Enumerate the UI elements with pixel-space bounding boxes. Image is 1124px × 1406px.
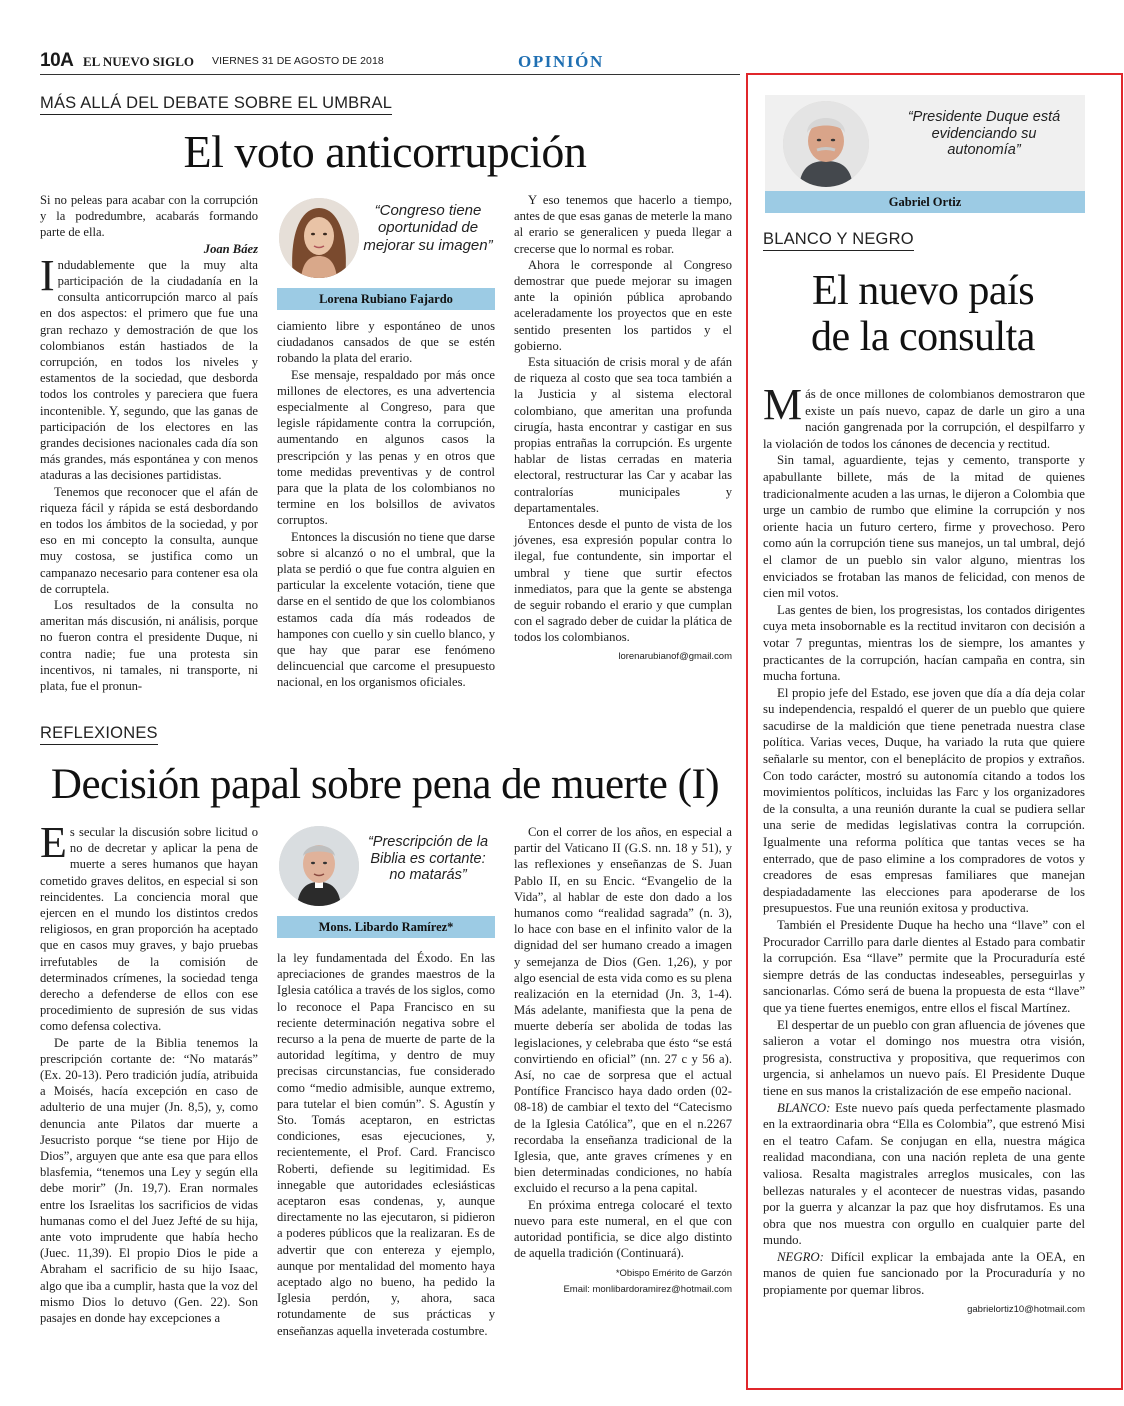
article3-headline-line-1: El nuevo país xyxy=(811,268,1035,314)
article2-kicker: REFLEXIONES xyxy=(40,724,158,745)
author-name-gabriel: Gabriel Ortiz xyxy=(765,191,1085,213)
article3-negro xyxy=(763,1249,1085,1299)
article2-column-1 xyxy=(40,818,258,1326)
article1-paragraph: Ese mensaje, respaldado por más once millones de electores, es una advertencia especialmente al Congreso, para que legisle rápidamente contra la corrupción, aumentando en algunos casos la prescripción y las penas y en otros que tome medidas preventivas y de control para que la plata de los colombianos no termine en los bolsillos de avivatos corruptos. xyxy=(277,367,495,528)
article2-headline: Decisión papal sobre pena de muerte (I) xyxy=(50,761,720,808)
author-photo-gabriel xyxy=(783,101,869,187)
drop-cap: M xyxy=(763,380,803,429)
author-email-gabriel[interactable]: gabrielortiz10@hotmail.com xyxy=(967,1303,1085,1315)
article1-paragraph: Indudablemente que la muy alta participación de la ciudadanía en la consulta anticorrupción marco al país en dos aspectos: el primero que fue una gran rechazo y demostración de que los colombianos están hastiados de la corrupción, en todos los niveles y estamentos de la sociedad, que desborda todos los controles y pareciera que fuera incontenible. Y, segundo, que las ganas de participación de los electores en las grandes decisiones nacionales cada día son más grandes, más espontánea y con menos ataduras a las decisiones partidistas. xyxy=(40,250,258,483)
author-box-libardo xyxy=(277,822,495,938)
epigraph-author: Joan Báez xyxy=(203,241,258,256)
article3-paragraph: El propio jefe del Estado, ese joven que día a día deja colar su independencia, respaldó el querer de un pueblo que quiere sacudirse de la maldición que tiene penetrada nuestra clase política. Varias veces, Duque, ha variado la ruta que quiere señalarle su mentor, con el beneplácito de propios y extraños. Con todo carácter, mostró su autonomía citando a todos los movimientos políticos, incluidas las Farc y los organizadores de la consulta, a una reunión durante la cual se pudiera sellar una serie de medidas legislativas contra la corrupción. Igualmente una reforma política que tantas veces se ha enterrado, que de paso elimine a los compradores de votos y creadores de esas empresas familiares que manejan despiadadamente las elecciones para apoderarse de los presupuestos. Fue una reunión exitosa y productiva. xyxy=(763,685,1085,916)
article2-column-2 xyxy=(277,950,495,1339)
article2-paragraph: Con el correr de los años, en especial a partir del Vaticano II (G.S. nn. 18 y 51), y las reflexiones y enseñanzas de S. Juan Pablo II, en su Encic. “Evangelio de la Vida”, al hablar de este don dado a los humanos como “realidad sagrada” (n. 3), lo hace con base en el infinito valor de la dignidad del ser humano creado a imagen y semejanza de Dios (Gen. 1,26), y por algo esencial de esta vida como es su plena realización en la eternidad (Jn. 3, 1-4). Más adelante, manifiesta que la pena de muerte debería ser abolida de todas las legislaciones, y celebraba que ésto “se está convirtiendo en oficial” (nn. 27 c y 56 a). Así, no cae de sorpresa que el actual Pontífice Francisco haya dado orden (02-08-18) de cambiar el texto del “Catecismo de la Iglesia Católica”, que en el n.2267 recordaba la enseñanza tradicional de la Iglesia, que, ante graves crímenes y en bien determinadas condiciones, no había excluido el recurso a la pena capital. xyxy=(514,825,732,1196)
author-quote-gabriel: “Presidente Duque está evidenciando su autonomía” xyxy=(907,109,1061,159)
article1-paragraph: Entonces la discusión no tiene que darse sobre si alcanzó o no el umbral, que la plata se perdió o que fue contra alguien en particular la excelente votación, tiene que darse en el sentido de que los colombianos estamos cada día más rodeados de hampones con cuello y sin cuello blanco, y que hay que parar ese fenómeno delincuencial que carcome el presupuesto nacional, en los organismos oficiales. xyxy=(277,529,495,690)
article1-column-1 xyxy=(40,192,258,694)
drop-cap: I xyxy=(40,250,55,300)
article3-paragraph: Más de once millones de colombianos demostraron que existe un país nuevo, capaz de darle un giro a una nación gangrenada por la corrupción, el despilfarro y la violación de todos los cánones de decencia y rectitud. xyxy=(763,380,1085,451)
author-name-libardo: Mons. Libardo Ramírez* xyxy=(277,916,495,938)
article2-column-3 xyxy=(514,824,732,1297)
author-photo-libardo xyxy=(279,826,359,906)
author-email-lorena[interactable]: lorenarubianof@gmail.com xyxy=(618,650,732,662)
author-quote-libardo: “Prescripción de la Biblia es cortante: no matarás” xyxy=(367,834,489,884)
newspaper-name: EL NUEVO SIGLO xyxy=(83,54,194,69)
article1-kicker: MÁS ALLÁ DEL DEBATE SOBRE EL UMBRAL xyxy=(40,94,392,115)
article2-paragraph: De parte de la Biblia tenemos la prescripción cortante de: “No matarás” (Ex. 20-13). Pero tradición judía, atribuida a Moisés, hacía excepción en caso de adulterio de una mujer (Jn. 8,5), y, como denuncia ante Pilatos dar muerte a Jesucristo porque “se tiene por Hijo de Dios”, arguyen que ante esa que para ellos blasfemia, “tenemos una Ley y según ella debe morir” (Jn. 19,7). Eran normales entre los Israelitas los sacrificios de vidas humanas como el del Juez Jefté de su hija, ante voto imprudente que había hecho (Juec. 11,39). El propio Dios le pide a Abraham el sacrificio de su hijo Isaac, algo que iba a cumplir, hasta que la voz del mismo Dios lo detuvo (Gen. 22). Son pasajes en donde hay excepciones a xyxy=(40,1035,258,1326)
article3-paragraph: También el Presidente Duque ha hecho una “llave” con el Procurador Carrillo para darle dientes al Estado para combatir la corrupción. Esa “llave” permite que la Procuraduría esté siempre detrás de las conductas indeseables, perseguirlas y sancionarlas. Cómo será de buena la propuesta de esta “llave” que ya tiene fuertes enemigos, entre ellos el fiscal Martínez. xyxy=(763,918,1085,1015)
epigraph: Si no peleas para acabar con la corrupción y la podredumbre, acabarás formando parte de ella. xyxy=(40,193,258,240)
author-photo-lorena xyxy=(279,198,359,278)
author-footnote-libardo: *Obispo Emérito de Garzón xyxy=(615,1268,732,1280)
article2-paragraph: En próxima entrega colocaré el texto nuevo para este numeral, en el que con autoridad pontificia, se dice algo distinto de aquella tradición (Continuará). xyxy=(514,1197,732,1261)
article3-headline-line-2: de la consulta xyxy=(811,314,1035,360)
article1-paragraph: Y eso tenemos que hacerlo a tiempo, antes de que esas ganas de meterle la mano al erario se generalicen y pueda llegar a crecerse que lo normal es robar. xyxy=(514,193,732,256)
article1-paragraph: Tenemos que reconocer que el afán de riqueza fácil y rápida se está desbordando en todos los ámbitos de la sociedad, y por eso en mi concepto la consulta, aunque muy costosa, se justifica como un campanazo necesario para contener esa ola de corruptela. xyxy=(40,484,258,596)
section-name: OPINIÓN xyxy=(518,52,604,71)
article1-column-2 xyxy=(277,318,495,691)
article1-paragraph: Esta situación de crisis moral y de afán de riqueza al costo que sea toca también a la Justicia y al sistema electoral colombiano, que ameritan una profunda cirugía, hasta encontrar y castigar en sus propias entrañas la corrupción. Es urgente hablar de listas cerradas en materia electoral, restructurar las Car y acabar las contralorías municipales y departamentales. xyxy=(514,355,732,515)
article1-paragraph: Entonces desde el punto de vista de los jóvenes, esa expresión popular contra lo ilegal, fue contundente, sin importar el umbral y tiene que surtir efectos inmediatos, para que la gente se abstenga de seguir robando el erario y que cumplan con el sagrado deber de cuidar la plática de todos los colombianos. xyxy=(514,517,732,645)
blanco-text: Este nuevo país queda perfectamente plasmado en la extraordinaria obra “Ella es Colombia”, que estrenó Misi en el teatro Cafam. Se conjugan en ella, nuestra mágica realidad macondiana, con una nación repleta de una gente valiosa. Resalta magistrales arreglos musicales, con las bellezas naturales y el acontecer de nuestras vidas, pasando por la guerra y alcanzar la paz que hoy disfrutamos. Es una obra que nos muestra con orgullo en cualquier parte del mundo. xyxy=(763,1100,1085,1248)
article3-blanco xyxy=(763,1100,1085,1249)
article2-paragraph: Es secular la discusión sobre licitud o no de decretar y aplicar la pena de muerte a seres humanos que hayan cometido graves delitos, en especial si son reincidentes. La conciencia moral que ejercen en el mundo los distintos credos religiosos, en gran proporción ha aceptado que en casos muy graves, y bajo pruebas irrefutables de la comisión de determinados crímenes, la sociedad tenga derecho a defenderse de ellos con ese procedimiento de supresión de sus vidas como defensa colectiva. xyxy=(40,818,258,1034)
article3-paragraph: Las gentes de bien, los progresistas, los contados dirigentes cuya meta insobornable es la rectitud invitaron con decisión a votar 7 preguntas, mientras los de siempre, los amantes y practicantes de la corrupción, hacían campaña en contra, sin mucha fortuna. xyxy=(763,602,1085,684)
author-box-lorena xyxy=(277,194,495,310)
article3-paragraph: El despertar de un pueblo con gran afluencia de jóvenes que salieron a votar el domingo nos muestra otra visión, progresista, constructiva y propositiva, que requerimos con urgencia, si anhelamos un nuevo país. El Presidente Duque tiene en sus manos la cristalización de ese empeño nacional. xyxy=(763,1017,1085,1098)
article2-paragraph: la ley fundamentada del Éxodo. En las apreciaciones de grandes maestros de la Iglesia católica a través de los siglos, como lo reconoce el Papa Francisco en su reciente determinación negativa sobre el recurso a la pena de muerte de parte de la autoridad legítima, y dentro de muy precisas circunstancias, fue considerado como “medio admisible, aunque extremo, para tutelar el bien común”. S. Agustín y Sto. Tomás aceptaron, en estrictas condiciones, esas ejecuciones, y, recientemente, el Prof. Card. Francisco Roberti, defiende su legitimidad. Es innegable que autoridades eclesiásticas aceptaron esas condenas, y, aunque directamente no las ejecutaron, si pidieron a poderes públicos que la realizaran. Es de advertir que con entereza y ejemplo, aunque por mentalidad del momento haya aceptado algo no bueno, ha pedido la Iglesia perdón, y, ahora, saca rotundamente de sus prácticas y enseñanzas aquella inveterada costumbre. xyxy=(277,951,495,1338)
article1-headline: El voto anticorrupción xyxy=(183,126,587,177)
article1-paragraph: Ahora le corresponde al Congreso demostrar que puede mejorar su imagen ante la opinión pública aprobando aceleradamente los proyectos que en este sentido presenten los partidos y el gobierno. xyxy=(514,257,732,353)
article3-paragraph: Sin tamal, aguardiente, tejas y cemento, transporte y apabullante billete, más de la mitad de quienes tradicionalmente acuden a las urnas, le dijeron a Colombia que urge un cambio de rumbo que elimine la corrupción y nos oriente hacia un futuro certero, firme y provechoso. Pero como aún la corrupción tiene sus manejos, un tal umbral, dejó el clamor de un pueblo sin valor alguno, mientras los enviciados se frotaban las manos de felicidad, con menos de cien mil votos. xyxy=(763,453,1085,601)
author-quote-lorena: “Congreso tiene oportunidad de mejorar su imagen” xyxy=(363,202,493,254)
issue-date: VIERNES 31 DE AGOSTO DE 2018 xyxy=(212,55,384,67)
masthead-rule xyxy=(40,74,740,75)
article1-column-3 xyxy=(514,192,732,664)
drop-cap: E xyxy=(40,818,67,867)
blanco-label: BLANCO: xyxy=(777,1100,831,1115)
author-box-gabriel xyxy=(765,95,1085,213)
negro-label: NEGRO: xyxy=(777,1249,824,1264)
article3-kicker: BLANCO Y NEGRO xyxy=(763,230,914,251)
negro-text: Difícil explicar la embajada ante la OEA, en manos de quien fue sancionado por la Procuraduría y no propiamente por quemar libros. xyxy=(763,1249,1085,1298)
article1-paragraph: ciamiento libre y espontáneo de unos ciudadanos cansados de que se estén robando la plata del erario. xyxy=(277,319,495,366)
article3-column xyxy=(763,380,1085,1317)
author-name-lorena: Lorena Rubiano Fajardo xyxy=(277,288,495,310)
page-number: 10A xyxy=(40,50,74,71)
author-email-libardo[interactable]: Email: monlibardoramirez@hotmail.com xyxy=(563,1284,732,1296)
article3-headline xyxy=(763,268,1083,360)
article1-paragraph: Los resultados de la consulta no ameritan más discusión, ni análisis, porque no fueron contra el presidente Duque, ni contra nadie; fue una protesta sin incentivos, ni tamales, ni transporte, ni plata, fue el pronun- xyxy=(40,598,258,694)
